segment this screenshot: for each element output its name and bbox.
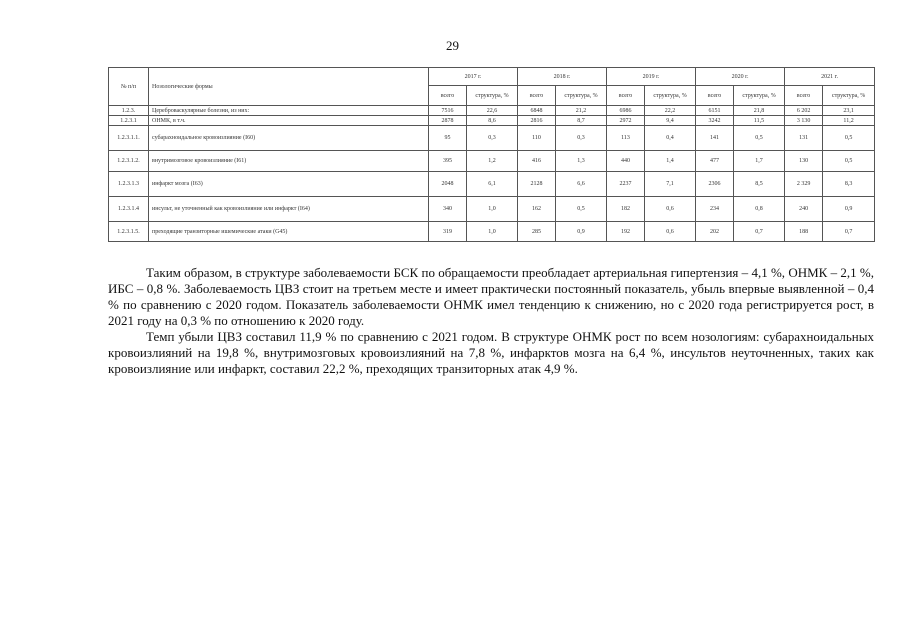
value-total-cell: 319: [429, 222, 467, 242]
value-total-cell: 141: [696, 126, 734, 151]
value-structure-cell: 0,3: [556, 126, 607, 151]
value-structure-cell: 11,5: [734, 116, 785, 126]
value-structure-cell: 23,1: [823, 106, 875, 116]
row-name-cell: преходящие транзиторные ишемические атаки (G45): [149, 222, 429, 242]
row-name-cell: Цереброваскулярные болезни, из них:: [149, 106, 429, 116]
value-total-cell: 2306: [696, 172, 734, 197]
value-total-cell: 95: [429, 126, 467, 151]
row-number-cell: 1.2.3.1.2.: [109, 151, 149, 172]
value-total-cell: 416: [518, 151, 556, 172]
value-total-cell: 2972: [607, 116, 645, 126]
table-row: [109, 197, 875, 222]
morbidity-table: [108, 67, 875, 242]
subheader-total: всего: [785, 86, 823, 106]
value-structure-cell: 22,2: [645, 106, 696, 116]
value-structure-cell: 0,7: [823, 222, 875, 242]
header-num: № п/п: [109, 68, 149, 106]
value-total-cell: 7516: [429, 106, 467, 116]
table-row: [109, 126, 875, 151]
value-total-cell: 2237: [607, 172, 645, 197]
value-total-cell: 192: [607, 222, 645, 242]
value-total-cell: 240: [785, 197, 823, 222]
row-name-cell: субарахноидальное кровоизлияние (I60): [149, 126, 429, 151]
value-structure-cell: 0,5: [734, 126, 785, 151]
value-structure-cell: 1,7: [734, 151, 785, 172]
table-row: [109, 106, 875, 116]
row-number-cell: 1.2.3.1.3: [109, 172, 149, 197]
paragraph: Темп убыли ЦВЗ составил 11,9 % по сравнению с 2021 годом. В структуре ОНМК рост по всем нозологиям: субарахноидальных кровоизлияний на 19,8 %, внутримозговых кровоизлияний на 7,8 %, инфарктов мозга на 6,4 %, инсультов неуточненных, таких как кровоизлияние или инфаркт, составил 22,2 %, преходящих транзиторных атак 4,9 %.: [108, 329, 874, 376]
value-structure-cell: 8,7: [556, 116, 607, 126]
value-structure-cell: 0,3: [467, 126, 518, 151]
value-structure-cell: 8,6: [467, 116, 518, 126]
value-structure-cell: 7,1: [645, 172, 696, 197]
value-structure-cell: 0,5: [823, 126, 875, 151]
value-structure-cell: 0,6: [645, 222, 696, 242]
table-row: [109, 172, 875, 197]
value-total-cell: 6848: [518, 106, 556, 116]
header-year: 2018 г.: [518, 68, 607, 86]
header-year: 2019 г.: [607, 68, 696, 86]
value-structure-cell: 0,9: [556, 222, 607, 242]
value-structure-cell: 0,4: [645, 126, 696, 151]
value-structure-cell: 21,2: [556, 106, 607, 116]
value-total-cell: 285: [518, 222, 556, 242]
value-structure-cell: 1,2: [467, 151, 518, 172]
value-total-cell: 2878: [429, 116, 467, 126]
value-structure-cell: 1,3: [556, 151, 607, 172]
row-number-cell: 1.2.3.1: [109, 116, 149, 126]
row-number-cell: 1.2.3.: [109, 106, 149, 116]
value-total-cell: 188: [785, 222, 823, 242]
subheader-structure: структура, %: [645, 86, 696, 106]
value-total-cell: 130: [785, 151, 823, 172]
row-name-cell: внутримозговое кровоизлияние (I61): [149, 151, 429, 172]
value-total-cell: 6 202: [785, 106, 823, 116]
row-name-cell: инфаркт мозга (I63): [149, 172, 429, 197]
subheader-total: всего: [696, 86, 734, 106]
subheader-structure: структура, %: [556, 86, 607, 106]
value-total-cell: 2048: [429, 172, 467, 197]
value-structure-cell: 0,6: [645, 197, 696, 222]
value-structure-cell: 1,0: [467, 197, 518, 222]
value-total-cell: 2128: [518, 172, 556, 197]
value-total-cell: 395: [429, 151, 467, 172]
row-name-cell: инсульт, не уточненный как кровоизлияние или инфаркт (I64): [149, 197, 429, 222]
header-name: Нозологические формы: [149, 68, 429, 106]
value-structure-cell: 8,3: [823, 172, 875, 197]
value-total-cell: 3242: [696, 116, 734, 126]
row-number-cell: 1.2.3.1.4: [109, 197, 149, 222]
value-total-cell: 2 329: [785, 172, 823, 197]
value-structure-cell: 21,8: [734, 106, 785, 116]
paragraph: Таким образом, в структуре заболеваемости БСК по обращаемости преобладает артериальная гипертензия – 4,1 %, ОНМК – 2,1 %, ИБС – 0,8 %. Заболеваемость ЦВЗ стоит на третьем месте и имеет практически постоянный показатель, убыль впервые выявленной – 0,4 % по сравнению с 2020 годом. Показатель заболеваемости ОНМК имел тенденцию к снижению, но с 2020 года регистрируется рост, в 2021 году на 0,3 % по отношению к 2020 году.: [108, 265, 874, 328]
value-total-cell: 477: [696, 151, 734, 172]
subheader-total: всего: [429, 86, 467, 106]
value-total-cell: 182: [607, 197, 645, 222]
value-structure-cell: 0,5: [556, 197, 607, 222]
value-structure-cell: 0,9: [823, 197, 875, 222]
table-header-row: [109, 68, 875, 86]
row-name-cell: ОНМК, в т.ч.: [149, 116, 429, 126]
value-total-cell: 340: [429, 197, 467, 222]
table-row: [109, 151, 875, 172]
value-structure-cell: 0,7: [734, 222, 785, 242]
subheader-structure: структура, %: [734, 86, 785, 106]
value-structure-cell: 0,8: [734, 197, 785, 222]
header-year: 2021 г.: [785, 68, 875, 86]
page-number: 29: [446, 38, 459, 53]
value-total-cell: 3 130: [785, 116, 823, 126]
table-body: [109, 106, 875, 242]
value-structure-cell: 11,2: [823, 116, 875, 126]
value-total-cell: 113: [607, 126, 645, 151]
subheader-total: всего: [607, 86, 645, 106]
row-number-cell: 1.2.3.1.1.: [109, 126, 149, 151]
value-total-cell: 202: [696, 222, 734, 242]
value-total-cell: 131: [785, 126, 823, 151]
subheader-total: всего: [518, 86, 556, 106]
value-total-cell: 2816: [518, 116, 556, 126]
subheader-structure: структура, %: [823, 86, 875, 106]
value-structure-cell: 1,0: [467, 222, 518, 242]
value-structure-cell: 6,6: [556, 172, 607, 197]
table-row: [109, 116, 875, 126]
header-year: 2020 г.: [696, 68, 785, 86]
value-total-cell: 440: [607, 151, 645, 172]
value-structure-cell: 8,5: [734, 172, 785, 197]
value-total-cell: 110: [518, 126, 556, 151]
value-structure-cell: 6,1: [467, 172, 518, 197]
header-year: 2017 г.: [429, 68, 518, 86]
subheader-structure: структура, %: [467, 86, 518, 106]
value-structure-cell: 0,5: [823, 151, 875, 172]
body-text: [108, 265, 874, 377]
table-row: [109, 222, 875, 242]
value-structure-cell: 9,4: [645, 116, 696, 126]
value-structure-cell: 1,4: [645, 151, 696, 172]
value-total-cell: 6151: [696, 106, 734, 116]
value-total-cell: 6986: [607, 106, 645, 116]
row-number-cell: 1.2.3.1.5.: [109, 222, 149, 242]
value-total-cell: 162: [518, 197, 556, 222]
value-total-cell: 234: [696, 197, 734, 222]
value-structure-cell: 22,6: [467, 106, 518, 116]
